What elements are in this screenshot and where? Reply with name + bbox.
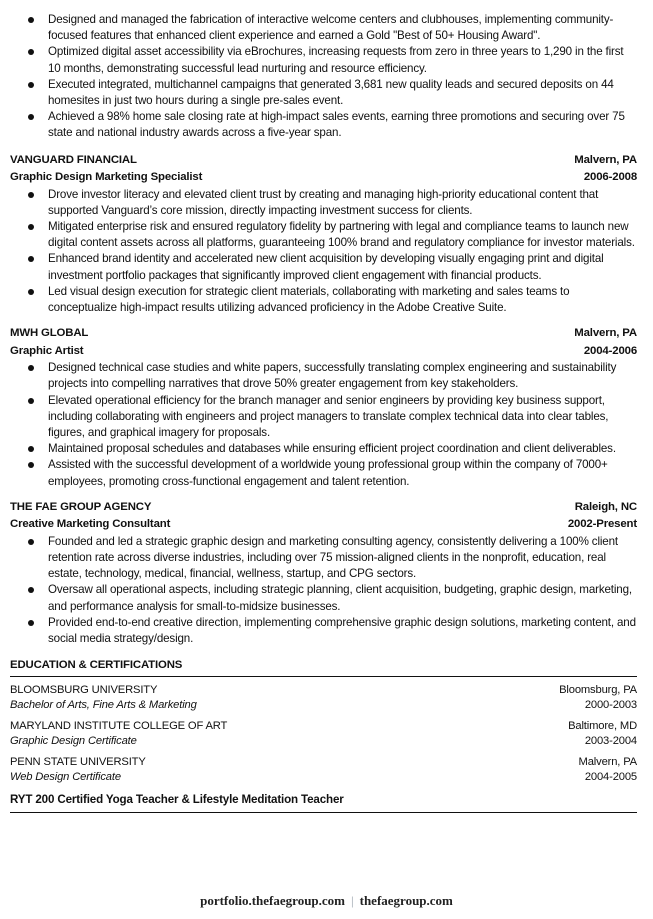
school-name: MARYLAND INSTITUTE COLLEGE OF ART: [10, 720, 228, 733]
intro-bullet-list: [10, 12, 637, 142]
bullet-icon: [28, 224, 34, 230]
bullet-icon: [28, 587, 34, 593]
bullet-item: Maintained proposal schedules and databases while ensuring efficient project coordination and client deliverables.: [10, 441, 637, 457]
job-vanguard: [10, 152, 637, 317]
job-header: [10, 152, 637, 170]
job-title: Graphic Design Marketing Specialist: [10, 171, 203, 184]
job-dates: 2004-2006: [583, 344, 637, 357]
bullet-icon: [28, 114, 34, 120]
education-dates: 2000-2003: [584, 699, 637, 712]
job-mwh-global: [10, 325, 637, 490]
footer-separator: |: [351, 893, 354, 908]
education-entry: [10, 719, 637, 749]
job-bullet-list: [10, 360, 637, 490]
education-entry-detail: [10, 698, 637, 713]
footer: [0, 893, 653, 909]
company-name: THE FAE GROUP AGENCY: [10, 500, 152, 513]
degree: Graphic Design Certificate: [10, 735, 137, 748]
school-location: Baltimore, MD: [568, 720, 637, 733]
company-name: VANGUARD FINANCIAL: [10, 153, 137, 166]
bullet-item: Led visual design execution for strategic client materials, collaborating with marketing and sales teams to conceptualize high-impact results utilizing advanced proficiency in the Adobe Creative Suite.: [10, 284, 637, 316]
bullet-icon: [28, 49, 34, 55]
bullet-icon: [28, 192, 34, 198]
bullet-icon: [28, 539, 34, 545]
job-subheader: [10, 343, 637, 361]
bullet-icon: [28, 289, 34, 295]
bullet-item: Designed technical case studies and white papers, successfully translating complex engineering and sustainability projects into compelling narratives that drove 50% greater engagement from key stakeholders.: [10, 360, 637, 392]
education-heading: EDUCATION & CERTIFICATIONS: [10, 658, 637, 677]
job-subheader: [10, 516, 637, 534]
job-bullet-list: [10, 187, 637, 317]
education-entry-header: [10, 683, 637, 698]
degree: Web Design Certificate: [10, 771, 121, 784]
bullet-item: Drove investor literacy and elevated client trust by creating and managing high-priority educational content that supported Vanguard’s core mission, directly impacting investment success for clients.: [10, 187, 637, 219]
education-entry: [10, 683, 637, 713]
education-dates: 2003-2004: [584, 735, 637, 748]
job-header: [10, 325, 637, 343]
bullet-item: Mitigated enterprise risk and ensured regulatory fidelity by partnering with legal and compliance teams to launch new digital content assets across all platforms, guaranteeing 100% brand and regulatory compliance for investor materials.: [10, 219, 637, 251]
bullet-icon: [28, 17, 34, 23]
education-entry-header: [10, 755, 637, 770]
degree: Bachelor of Arts, Fine Arts & Marketing: [10, 699, 197, 712]
education-entry-header: [10, 719, 637, 734]
bullet-item: Assisted with the successful development of a worldwide young professional group within the company of 7000+ employees, promoting cross-functional engagement and talent retention.: [10, 457, 637, 489]
bullet-icon: [28, 256, 34, 262]
bullet-icon: [28, 365, 34, 371]
bullet-icon: [28, 462, 34, 468]
education-entry: [10, 755, 637, 785]
certification: RYT 200 Certified Yoga Teacher & Lifestyle Meditation Teacher: [10, 792, 637, 813]
bullet-icon: [28, 446, 34, 452]
job-location: Raleigh, NC: [574, 500, 637, 513]
website-link[interactable]: thefaegroup.com: [359, 893, 453, 908]
job-title: Creative Marketing Consultant: [10, 518, 171, 531]
job-location: Malvern, PA: [574, 153, 637, 166]
bullet-item: Elevated operational efficiency for the branch manager and senior engineers by providing key business support, including collaborating with engineers and project managers to translate complex technical data into clear tables, figures, and graphical imagery for proposals.: [10, 393, 637, 442]
bullet-item: Provided end-to-end creative direction, implementing comprehensive graphic design solutions, marketing content, and social media strategy/design.: [10, 615, 637, 647]
bullet-item: Enhanced brand identity and accelerated new client acquisition by developing visually engaging print and digital investment portfolio packages that significantly improved client engagement with financial products.: [10, 251, 637, 283]
bullet-icon: [28, 398, 34, 404]
bullet-item: Founded and led a strategic graphic design and marketing consulting agency, consistently delivering a 100% client retention rate across diverse industries, including over 75 mission-aligned clients in the nonprofit, education, real estate, technology, medical, financial, wellness, startup, and CPG sectors.: [10, 534, 637, 583]
school-name: BLOOMSBURG UNIVERSITY: [10, 684, 158, 697]
job-dates: 2002-Present: [567, 518, 637, 531]
job-location: Malvern, PA: [574, 327, 637, 340]
job-fae-group: [10, 499, 637, 647]
bullet-item: Oversaw all operational aspects, including strategic planning, client acquisition, budgeting, graphic design, marketing, and performance analysis for small-to-midsize businesses.: [10, 582, 637, 614]
bullet-item: Executed integrated, multichannel campaigns that generated 3,681 new quality leads and secured deposits on 44 homesites in just two hours during a single pre-sales event.: [10, 77, 637, 109]
portfolio-link[interactable]: portfolio.thefaegroup.com: [200, 893, 345, 908]
bullet-icon: [28, 82, 34, 88]
bullet-item: Achieved a 98% home sale closing rate at high-impact sales events, earning three promotions and securing over 75 state and national industry awards across a five-year span.: [10, 109, 637, 141]
school-location: Bloomsburg, PA: [559, 684, 637, 697]
bullet-icon: [28, 620, 34, 626]
company-name: MWH GLOBAL: [10, 327, 89, 340]
education-entry-detail: [10, 770, 637, 785]
bullet-item: Designed and managed the fabrication of interactive welcome centers and clubhouses, implementing community-focused features that enhanced client experience and earned a Gold "Best of 50+ Housing Award".: [10, 12, 637, 44]
education-entry-detail: [10, 734, 637, 749]
school-name: PENN STATE UNIVERSITY: [10, 756, 146, 769]
job-subheader: [10, 169, 637, 187]
bullet-item: Optimized digital asset accessibility via eBrochures, increasing requests from zero in three years to 1,290 in the first 10 months, demonstrating successful lead nurturing and resource efficiency.: [10, 44, 637, 76]
job-title: Graphic Artist: [10, 344, 84, 357]
job-header: [10, 499, 637, 517]
job-bullet-list: [10, 534, 637, 647]
education-dates: 2004-2005: [584, 771, 637, 784]
resume-page: [10, 12, 637, 813]
school-location: Malvern, PA: [578, 756, 637, 769]
job-dates: 2006-2008: [583, 171, 637, 184]
